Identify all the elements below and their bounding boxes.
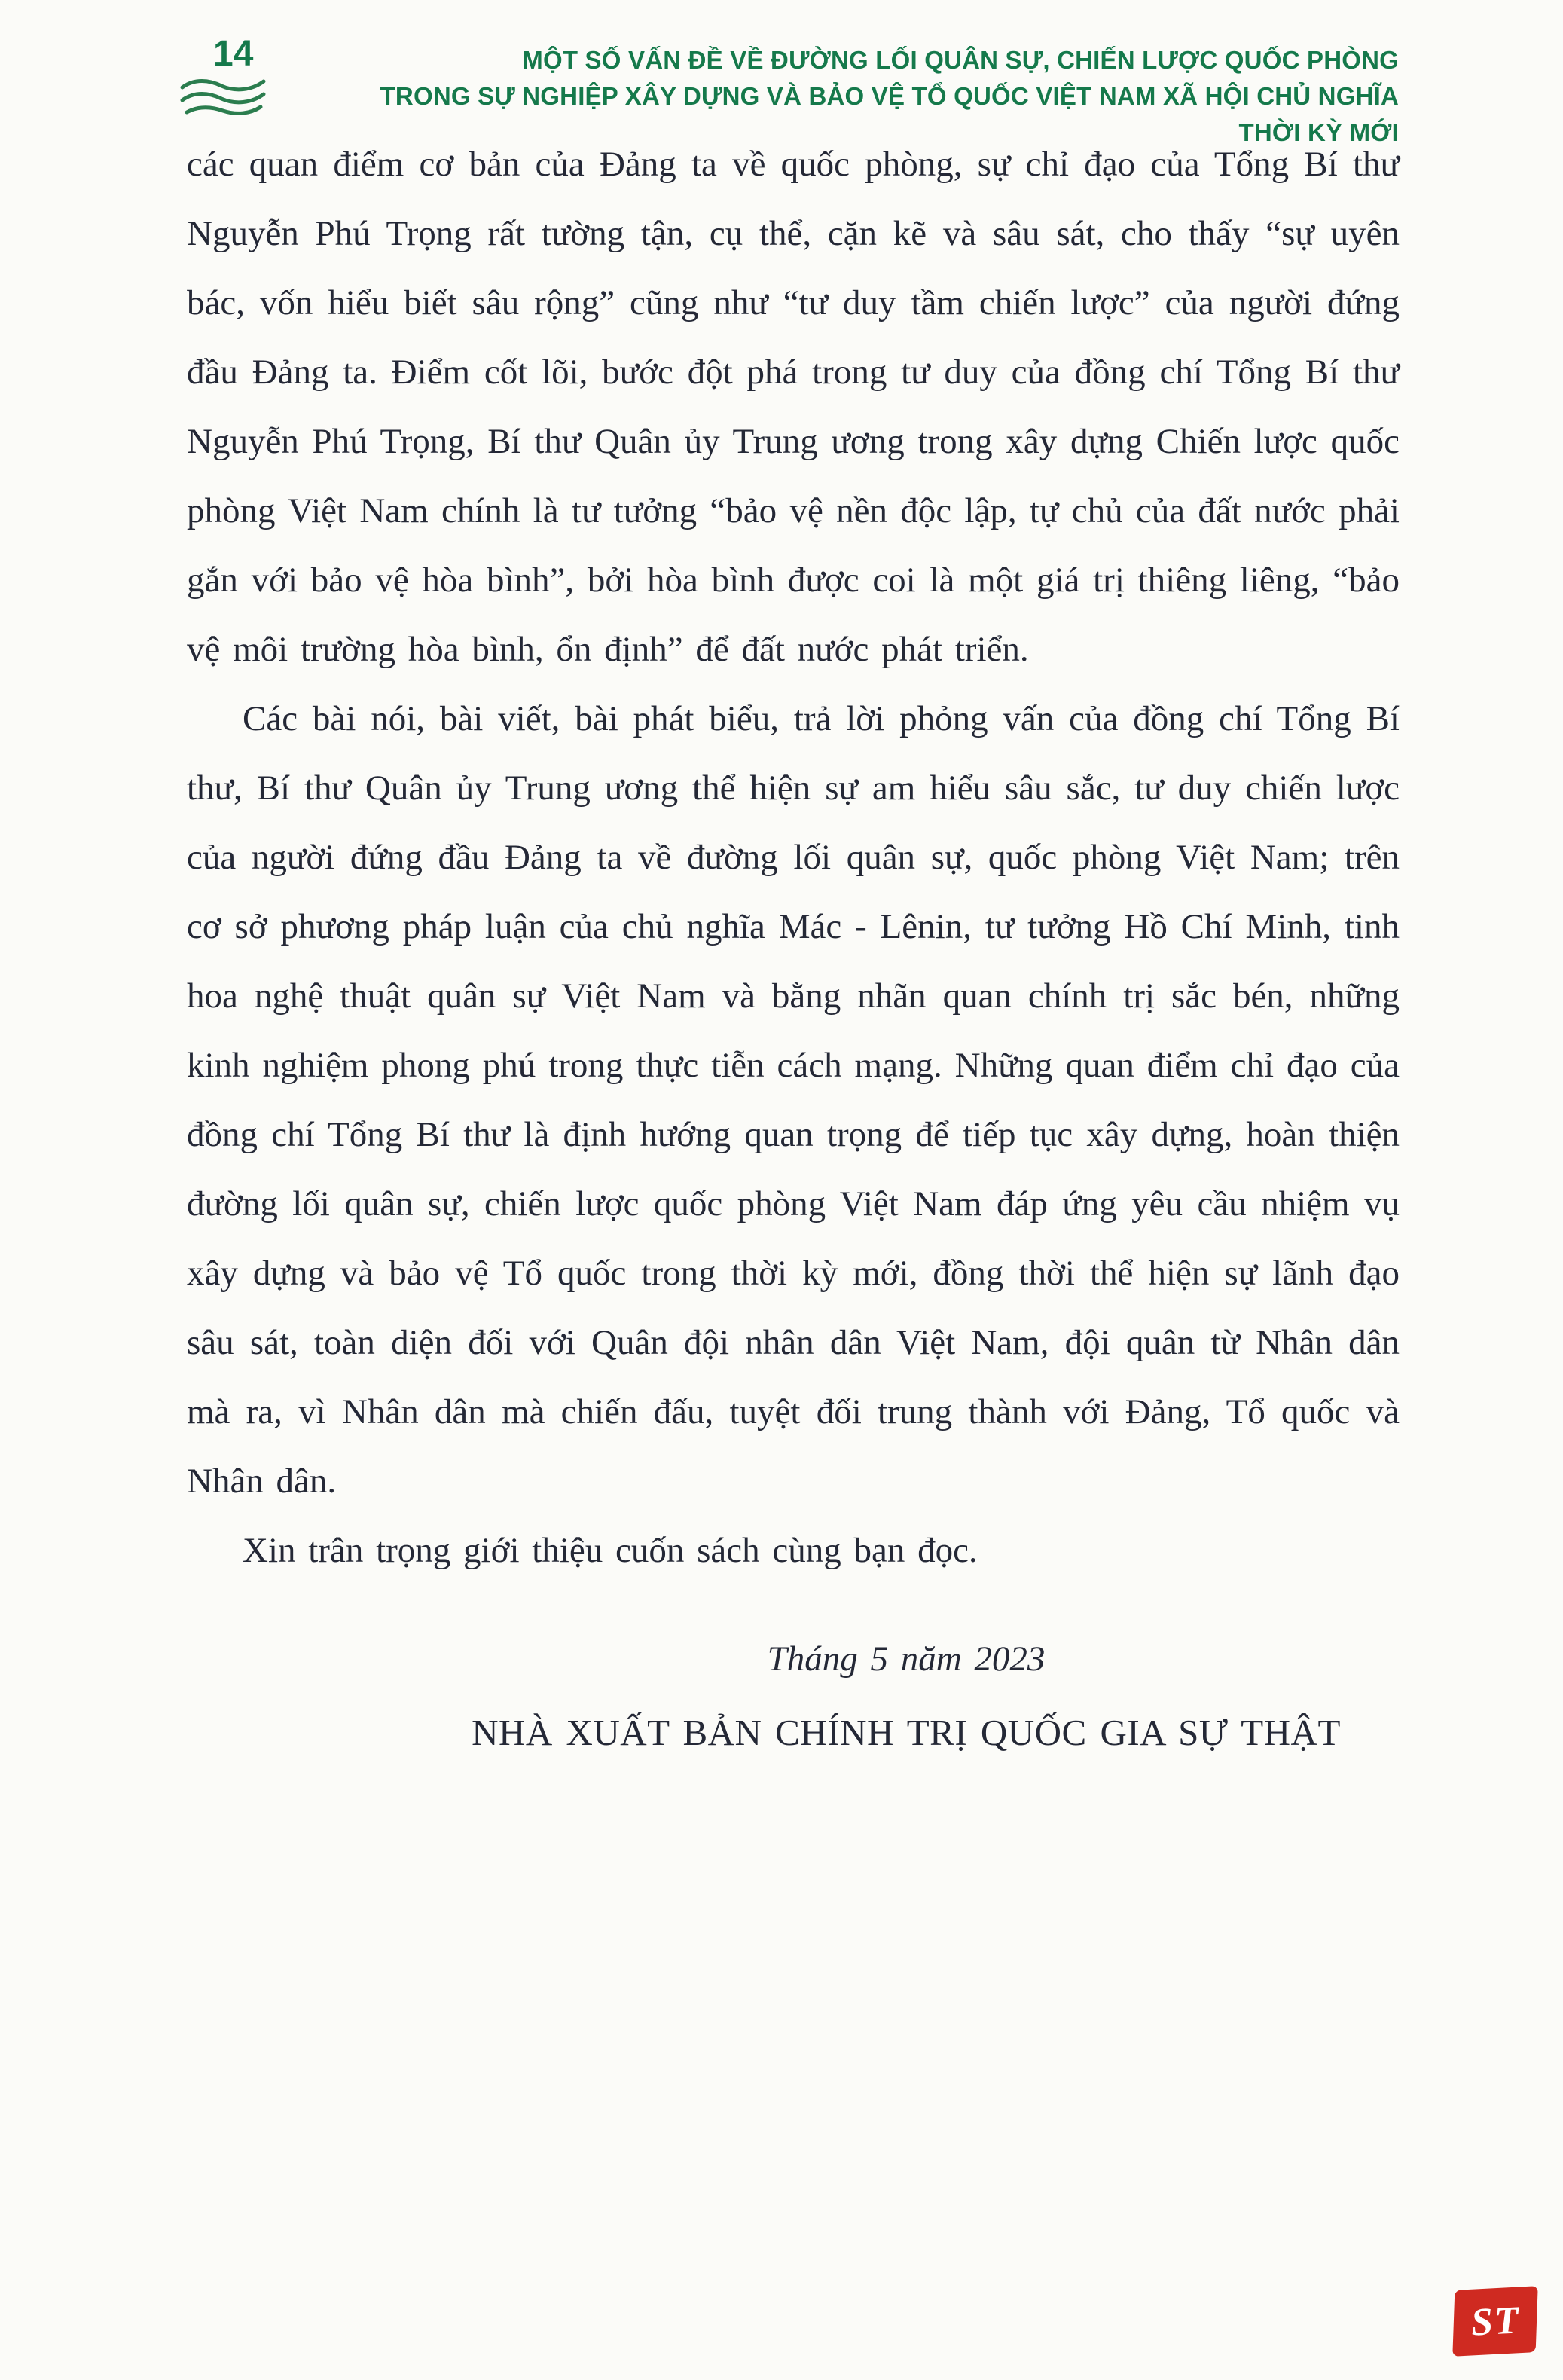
publisher-name: NHÀ XUẤT BẢN CHÍNH TRỊ QUỐC GIA SỰ THẬT [472, 1712, 1341, 1753]
paragraph: Các bài nói, bài viết, bài phát biểu, trả lời phỏng vấn của đồng chí Tổng Bí thư, Bí thư Quân ủy Trung ương thể hiện sự am hiểu sâu sắc, tư duy chiến lược của người đứng đầu Đảng ta về đường lối quân sự, quốc phòng Việt Nam; trên cơ sở phương pháp luận của chủ nghĩa Mác - Lênin, tư tưởng Hồ Chí Minh, tinh hoa nghệ thuật quân sự Việt Nam và bằng nhãn quan chính trị sắc bén, những kinh nghiệm phong phú trong thực tiễn cách mạng. Những quan điểm chỉ đạo của đồng chí Tổng Bí thư là định hướng quan trọng để tiếp tục xây dựng, hoàn thiện đường lối quân sự, chiến lược quốc phòng Việt Nam đáp ứng yêu cầu nhiệm vụ xây dựng và bảo vệ Tổ quốc trong thời kỳ mới, đồng thời thể hiện sự lãnh đạo sâu sát, toàn diện đối với Quân đội nhân dân Việt Nam, đội quân từ Nhân dân mà ra, vì Nhân dân mà chiến đấu, tuyệt đối trung thành với Đảng, Tổ quốc và Nhân dân. [187, 699, 1400, 1501]
st-logo-text: ST [1470, 2298, 1521, 2345]
paragraph-continuation: các quan điểm cơ bản của Đảng ta về quốc phòng, sự chỉ đạo của Tổng Bí thư Nguyễn Phú Trọng rất tường tận, cụ thể, cặn kẽ và sâu sát, cho thấy “sự uyên bác, vốn hiểu biết sâu rộng” cũng như “tư duy tầm chiến lược” của người đứng đầu Đảng ta. Điểm cốt lõi, bước đột phá trong tư duy của đồng chí Tổng Bí thư Nguyễn Phú Trọng, Bí thư Quân ủy Trung ương trong xây dựng Chiến lược quốc phòng Việt Nam chính là tư tưởng “bảo vệ nền độc lập, tự chủ của đất nước phải gắn với bảo vệ hòa bình”, bởi hòa bình được coi là một giá trị thiêng liêng, “bảo vệ môi trường hòa bình, ổn định” để đất nước phát triển. [187, 145, 1400, 669]
running-head-line1: MỘT SỐ VẤN ĐỀ VỀ ĐƯỜNG LỐI QUÂN SỰ, CHIẾN LƯỢC QUỐC PHÒNG [522, 46, 1399, 74]
paragraph-closing: Xin trân trọng giới thiệu cuốn sách cùng bạn đọc. [243, 1531, 978, 1570]
running-head-line2: TRONG SỰ NGHIỆP XÂY DỰNG VÀ BẢO VỆ TỔ QUỐC VIỆT NAM XÃ HỘI CHỦ NGHĨA THỜI KỲ MỚI [380, 82, 1399, 146]
st-publisher-logo [1452, 2286, 1537, 2357]
page-number: 14 [213, 34, 254, 74]
page-body [187, 130, 1400, 1767]
double-wave-book-icon [178, 75, 268, 123]
date-line: Tháng 5 năm 2023 [767, 1639, 1046, 1679]
